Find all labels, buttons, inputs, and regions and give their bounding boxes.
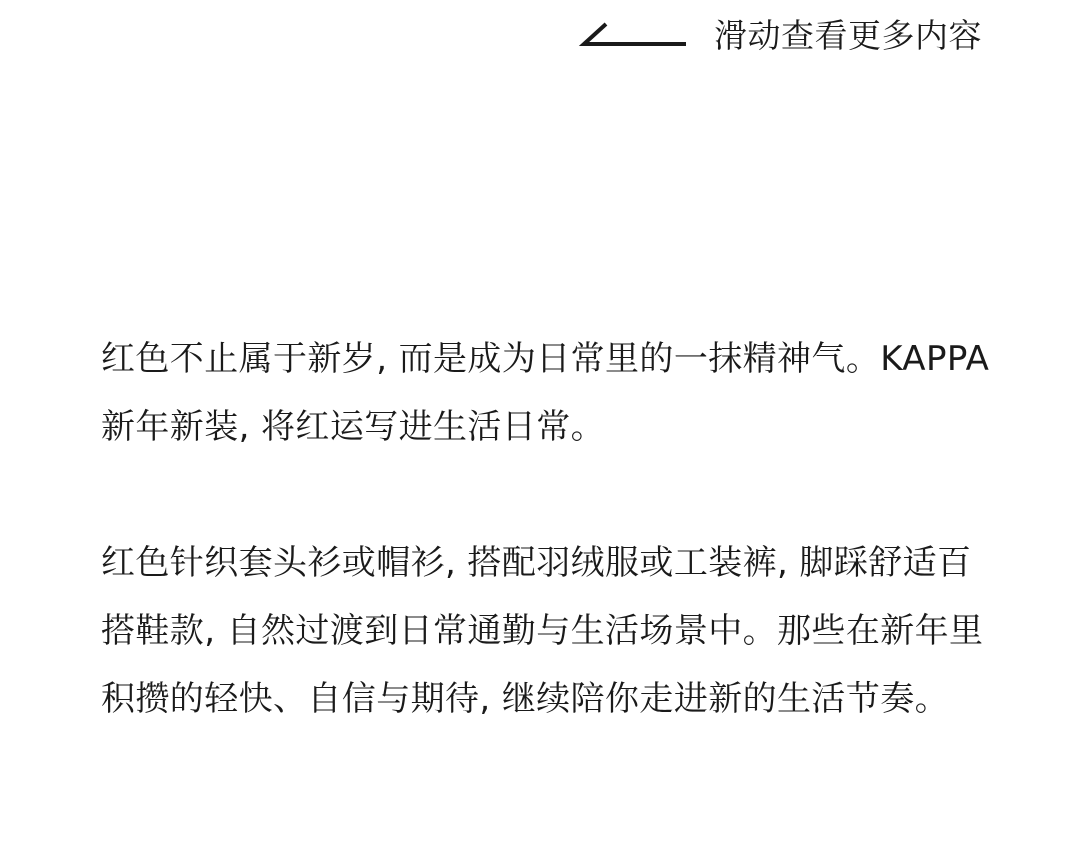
article-body (101, 325, 990, 733)
paragraph-line: 积攒的轻快、自信与期待, 继续陪你走进新的生活节奏。 (101, 679, 950, 719)
angled-line-arrow-icon (578, 10, 688, 56)
paragraph-line: 搭鞋款, 自然过渡到日常通勤与生活场景中。那些在新年里 (101, 611, 984, 651)
paragraph-line: 红色针织套头衫或帽衫, 搭配羽绒服或工装裤, 脚踩舒适百 (101, 543, 972, 583)
scroll-hint (578, 10, 998, 56)
paragraph-styling (101, 529, 986, 733)
paragraph-line: 红色不止属于新岁, 而是成为日常里的一抹精神气。KAPPA (101, 339, 990, 379)
paragraph-intro (101, 325, 990, 461)
scroll-hint-label: 滑动查看更多内容 (714, 15, 982, 55)
paragraph-line: 新年新装, 将红运写进生活日常。 (101, 407, 606, 447)
